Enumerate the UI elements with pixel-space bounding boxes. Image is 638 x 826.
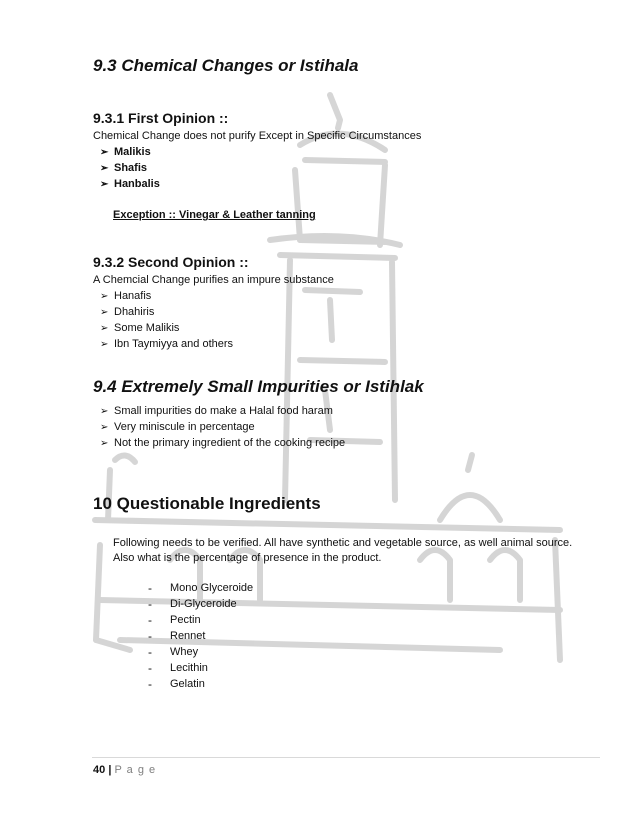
arrow-bullet-icon: ➢ (100, 146, 109, 158)
list-item: ➢ Very miniscule in percentage (100, 421, 255, 433)
list-item: ➢ Hanafis (100, 290, 152, 302)
dash-bullet-icon: - (148, 677, 152, 691)
list-item: - Mono Glyceroide (148, 581, 254, 595)
section-9-3-1-heading: 9.3.1 First Opinion :: (93, 110, 229, 126)
list-item: - Lecithin (148, 661, 208, 675)
list-item: - Rennet (148, 629, 206, 643)
list-item: ➢ Some Malikis (100, 322, 180, 334)
section-9-4-heading: 9.4 Extremely Small Impurities or Istihlak (93, 377, 424, 396)
list-item: ➢ Malikis (100, 146, 151, 158)
arrow-bullet-icon: ➢ (100, 437, 109, 449)
list-item: - Di-Glyceroide (148, 597, 237, 611)
section-10-paragraph-1: Following needs to be verified. All have synthetic and vegetable source, as well animal source. (113, 537, 573, 549)
arrow-bullet-icon: ➢ (100, 178, 109, 190)
list-item: ➢ Small impurities do make a Halal food haram (100, 405, 333, 417)
page-number: 40 (93, 764, 106, 776)
dash-bullet-icon: - (148, 597, 152, 611)
list-item: - Gelatin (148, 677, 205, 691)
list-item: ➢ Ibn Taymiyya and others (100, 338, 234, 350)
dash-bullet-icon: - (148, 661, 152, 675)
list-item: - Pectin (148, 613, 201, 627)
list-item: ➢ Shafis (100, 162, 148, 174)
arrow-bullet-icon: ➢ (100, 421, 109, 433)
section-9-3-1-intro: Chemical Change does not purify Except in Specific Circumstances (93, 130, 422, 142)
section-10-heading: 10 Questionable Ingredients (93, 494, 321, 513)
arrow-bullet-icon: ➢ (100, 290, 109, 302)
page-footer (93, 764, 156, 776)
dash-bullet-icon: - (148, 645, 152, 659)
list-item: ➢ Not the primary ingredient of the cooking recipe (100, 437, 346, 449)
footer-separator: | (108, 764, 112, 776)
arrow-bullet-icon: ➢ (100, 306, 109, 318)
exception-note: Exception :: Vinegar & Leather tanning (113, 209, 316, 221)
list-item: ➢ Hanbalis (100, 178, 160, 190)
list-item: ➢ Dhahiris (100, 306, 155, 318)
list-item: - Whey (148, 645, 199, 659)
page-label: P a g e (114, 764, 157, 776)
dash-bullet-icon: - (148, 629, 152, 643)
section-9-3-2-heading: 9.3.2 Second Opinion :: (93, 254, 249, 270)
arrow-bullet-icon: ➢ (100, 322, 109, 334)
arrow-bullet-icon: ➢ (100, 162, 109, 174)
dash-bullet-icon: - (148, 613, 152, 627)
footer-divider (92, 757, 600, 758)
section-9-3-heading: 9.3 Chemical Changes or Istihala (93, 56, 359, 75)
arrow-bullet-icon: ➢ (100, 405, 109, 417)
section-9-3-2-intro: A Chemcial Change purifies an impure substance (93, 274, 334, 286)
arrow-bullet-icon: ➢ (100, 338, 109, 350)
section-10-paragraph-2: Also what is the percentage of presence in the product. (113, 552, 382, 564)
dash-bullet-icon: - (148, 581, 152, 595)
